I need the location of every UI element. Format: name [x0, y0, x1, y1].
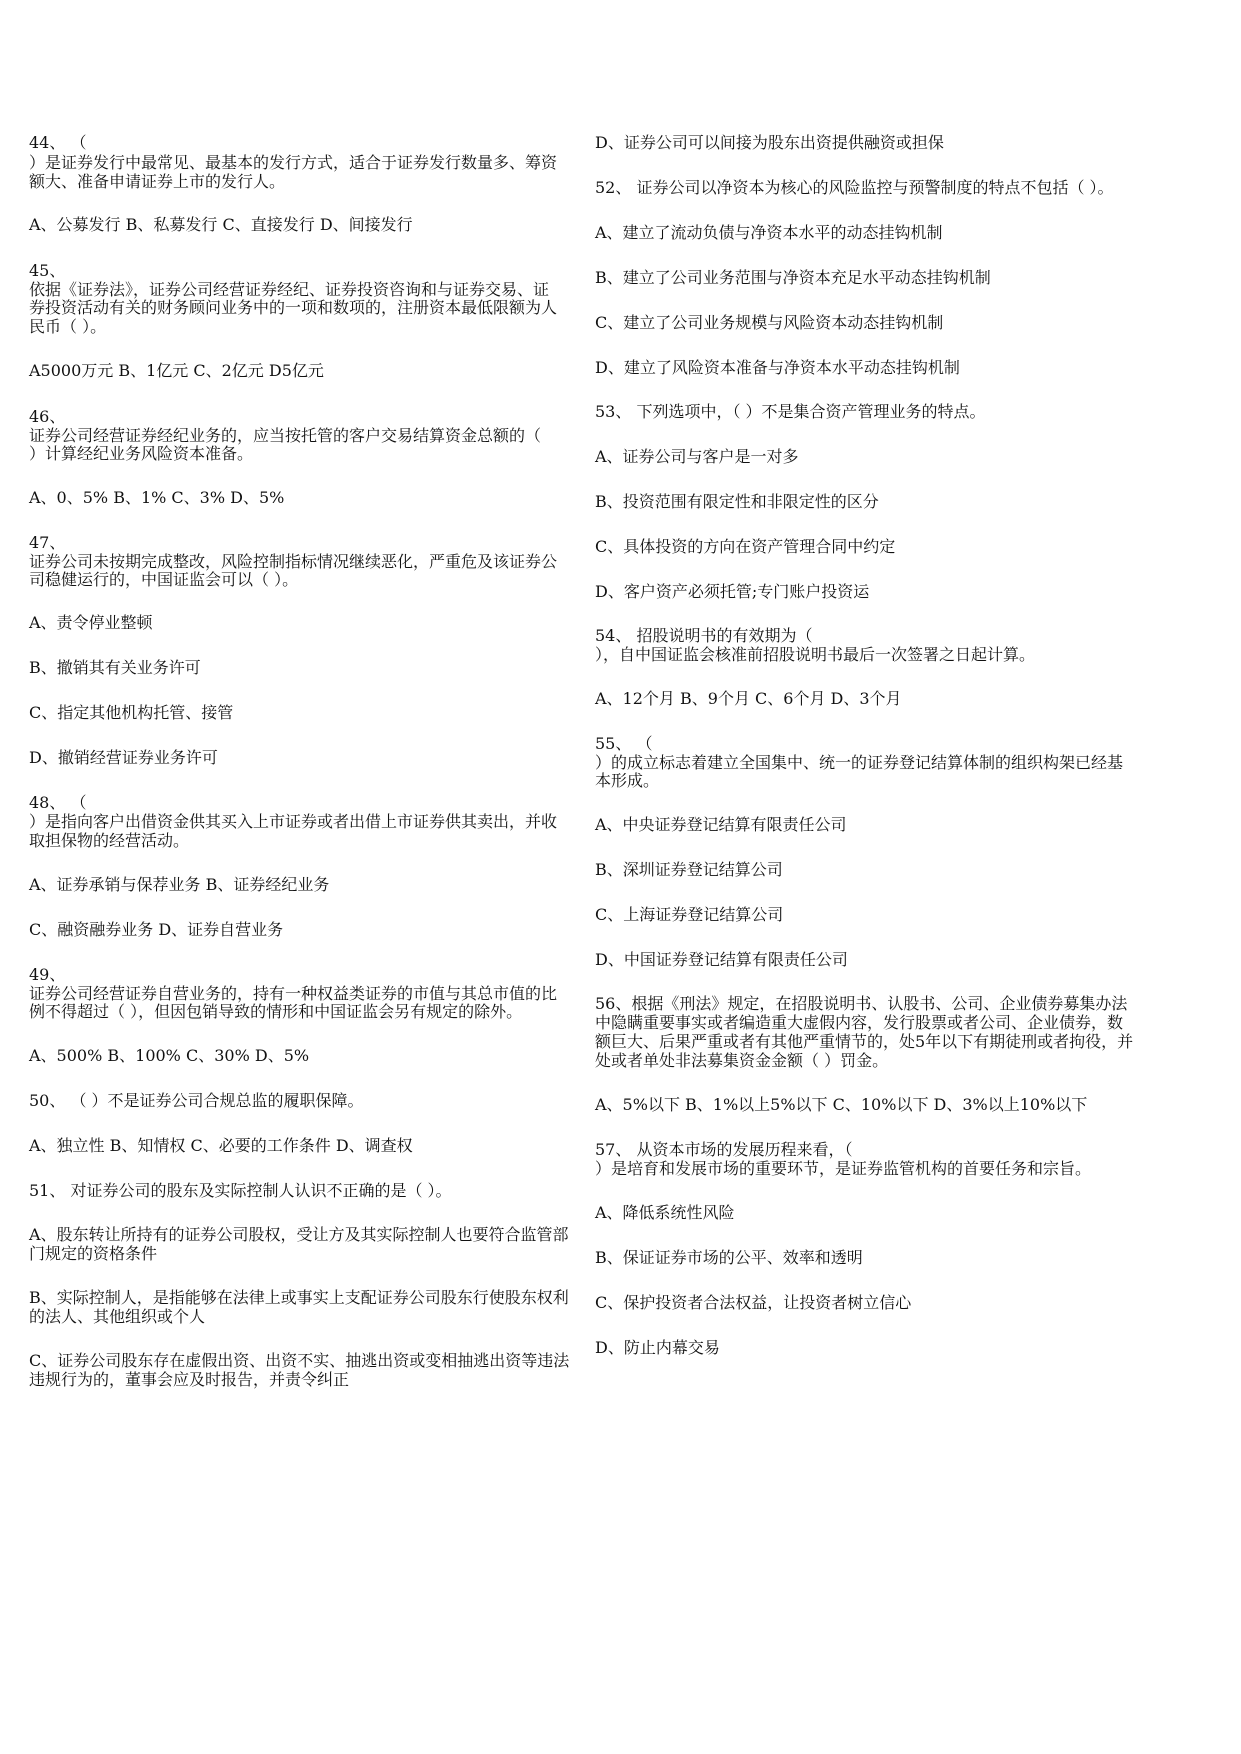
q47-option-b: B、撤销其有关业务许可 — [29, 658, 201, 677]
q57-option-b: B、保证证券市场的公平、效率和透明 — [595, 1248, 863, 1267]
q55-text-line: ）的成立标志着建立全国集中、统一的证券登记结算体制的组织构架已经基 — [595, 753, 1124, 772]
q48-options: A、证券承销与保荐业务 B、证券经纪业务 — [29, 875, 330, 894]
q55-number: 55、 （ — [595, 734, 653, 753]
q54-text-line: ），自中国证监会核准前招股说明书最后一次签署之日起计算。 — [595, 645, 1036, 664]
q57-question: 57、 从资本市场的发展历程来看，（ — [595, 1140, 853, 1159]
q49-options: A、500% B、100% C、30% D、5% — [29, 1046, 310, 1065]
q47-number: 47、 — [29, 533, 66, 552]
q44-text-line: ）是证券发行中最常见、最基本的发行方式，适合于证券发行数量多、筹资 — [29, 153, 558, 172]
q57-option-c: C、保护投资者合法权益，让投资者树立信心 — [595, 1293, 912, 1312]
q52-option-d: D、建立了风险资本准备与净资本水平动态挂钩机制 — [595, 358, 960, 377]
q46-number: 46、 — [29, 407, 66, 426]
q47-text-line: 司稳健运行的，中国证监会可以（ ）。 — [29, 570, 299, 589]
q56-text-line: 额巨大、后果严重或者有其他严重情节的，处5年以下有期徒刑或者拘役，并 — [595, 1032, 1134, 1051]
q47-text-line: 证券公司未按期完成整改，风险控制指标情况继续恶化，严重危及该证券公 — [29, 552, 558, 571]
q45-text-line: 民币（ ）。 — [29, 317, 107, 336]
q48-text-line: ）是指向客户出借资金供其买入上市证券或者出借上市证券供其卖出，并收 — [29, 812, 558, 831]
q56-text-line: 中隐瞒重要事实或者编造重大虚假内容，发行股票或者公司、企业债券，数 — [595, 1013, 1124, 1032]
q53-option-d: D、客户资产必须托管;专门账户投资运 — [595, 582, 870, 601]
q49-text-line: 例不得超过（ ），但因包销导致的情形和中国证监会另有规定的除外。 — [29, 1002, 523, 1021]
q51-option-d: D、证券公司可以间接为股东出资提供融资或担保 — [595, 133, 944, 152]
q51-option-b: B、实际控制人，是指能够在法律上或事实上支配证券公司股东行使股东权利 — [29, 1288, 569, 1307]
q49-number: 49、 — [29, 965, 66, 984]
q47-option-a: A、责令停业整顿 — [29, 613, 153, 632]
q49-text-line: 证券公司经营证券自营业务的，持有一种权益类证券的市值与其总市值的比 — [29, 984, 558, 1003]
q46-options: A、0、5% B、1% C、3% D、5% — [29, 488, 285, 507]
q51-question: 51、 对证券公司的股东及实际控制人认识不正确的是（ ）。 — [29, 1181, 452, 1200]
q51-option-a: A、股东转让所持有的证券公司股权，受让方及其实际控制人也要符合监管部 — [29, 1225, 569, 1244]
q52-question: 52、 证券公司以净资本为核心的风险监控与预警制度的特点不包括（ ）。 — [595, 178, 1114, 197]
q56-options: A、5%以下 B、1%以上5%以下 C、10%以下 D、3%以上10%以下 — [595, 1095, 1088, 1114]
q55-option-a: A、中央证券登记结算有限责任公司 — [595, 815, 847, 834]
q54-question: 54、 招股说明书的有效期为（ — [595, 626, 813, 645]
q56-question: 56、根据《刑法》规定，在招股说明书、认股书、公司、企业债券募集办法 — [595, 994, 1128, 1013]
q51-option-b-cont: 的法人、其他组织或个人 — [29, 1307, 206, 1326]
q52-option-a: A、建立了流动负债与净资本水平的动态挂钩机制 — [595, 223, 943, 242]
q52-option-c: C、建立了公司业务规模与风险资本动态挂钩机制 — [595, 313, 944, 332]
q45-options: A5000万元 B、1亿元 C、2亿元 D5亿元 — [29, 361, 324, 380]
q56-text-line: 处或者单处非法募集资金金额（ ）罚金。 — [595, 1051, 889, 1070]
q50-question: 50、 （ ）不是证券公司合规总监的履职保障。 — [29, 1091, 364, 1110]
q46-text-line: ）计算经纪业务风险资本准备。 — [29, 444, 254, 463]
q48-text-line: 取担保物的经营活动。 — [29, 831, 190, 850]
q55-option-c: C、上海证券登记结算公司 — [595, 905, 784, 924]
q55-option-b: B、深圳证券登记结算公司 — [595, 860, 783, 879]
q44-options: A、公募发行 B、私募发行 C、直接发行 D、间接发行 — [29, 215, 413, 234]
q44-text-line: 额大、准备申请证券上市的发行人。 — [29, 172, 286, 191]
q48-number: 48、 （ — [29, 793, 87, 812]
q47-option-c: C、指定其他机构托管、接管 — [29, 703, 234, 722]
q55-text-line: 本形成。 — [595, 771, 660, 790]
q51-option-a-cont: 门规定的资格条件 — [29, 1244, 158, 1263]
q53-question: 53、 下列选项中，（ ）不是集合资产管理业务的特点。 — [595, 402, 986, 421]
q57-option-a: A、降低系统性风险 — [595, 1203, 735, 1222]
q44-number: 44、 （ — [29, 133, 87, 152]
q55-option-d: D、中国证券登记结算有限责任公司 — [595, 950, 848, 969]
q46-text-line: 证券公司经营证券经纪业务的，应当按托管的客户交易结算资金总额的（ — [29, 426, 542, 445]
q47-option-d: D、撤销经营证券业务许可 — [29, 748, 218, 767]
q51-option-c-cont: 违规行为的，董事会应及时报告，并责令纠正 — [29, 1370, 350, 1389]
q50-options: A、独立性 B、知情权 C、必要的工作条件 D、调查权 — [29, 1136, 413, 1155]
q48-options: C、融资融券业务 D、证券自营业务 — [29, 920, 284, 939]
q45-text-line: 依据《证券法》，证券公司经营证券经纪、证券投资咨询和与证券交易、证 — [29, 280, 550, 299]
q53-option-c: C、具体投资的方向在资产管理合同中约定 — [595, 537, 896, 556]
q45-text-line: 券投资活动有关的财务顾问业务中的一项和数项的，注册资本最低限额为人 — [29, 298, 558, 317]
q54-options: A、12个月 B、9个月 C、6个月 D、3个月 — [595, 689, 902, 708]
q52-option-b: B、建立了公司业务范围与净资本充足水平动态挂钩机制 — [595, 268, 991, 287]
q53-option-b: B、投资范围有限定性和非限定性的区分 — [595, 492, 879, 511]
q51-option-c: C、证券公司股东存在虚假出资、出资不实、抽逃出资或变相抽逃出资等违法 — [29, 1351, 570, 1370]
q45-number: 45、 — [29, 261, 66, 280]
q57-text-line: ）是培育和发展市场的重要环节，是证券监管机构的首要任务和宗旨。 — [595, 1159, 1092, 1178]
q53-option-a: A、证券公司与客户是一对多 — [595, 447, 799, 466]
q57-option-d: D、防止内幕交易 — [595, 1338, 720, 1357]
